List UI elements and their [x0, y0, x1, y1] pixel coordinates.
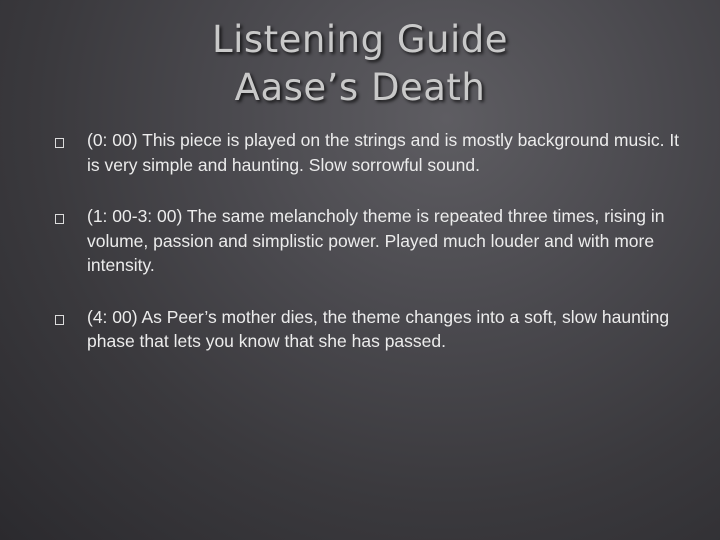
bullet-item: [48, 128, 688, 177]
title-line-2: Aase’s Death: [234, 66, 486, 109]
square-bullet-icon: [55, 315, 64, 325]
square-bullet-icon: [55, 138, 64, 148]
bullet-text: (1: 00-3: 00) The same melancholy theme is repeated three times, rising in volume, passion and simplistic power. Played much louder and with more intensity.: [87, 206, 665, 275]
slide-title: [150, 16, 570, 112]
bullet-text: (0: 00) This piece is played on the strings and is mostly background music. It is very simple and haunting. Slow sorrowful sound.: [87, 130, 680, 175]
bullet-item: [48, 305, 688, 354]
bullet-item: [48, 204, 688, 278]
title-line-1: Listening Guide: [211, 18, 509, 61]
bullet-text: (4: 00) As Peer’s mother dies, the theme changes into a soft, slow haunting phase that lets you know that she has passed.: [87, 306, 670, 351]
bullet-list: [48, 128, 688, 381]
square-bullet-icon: [55, 214, 64, 224]
